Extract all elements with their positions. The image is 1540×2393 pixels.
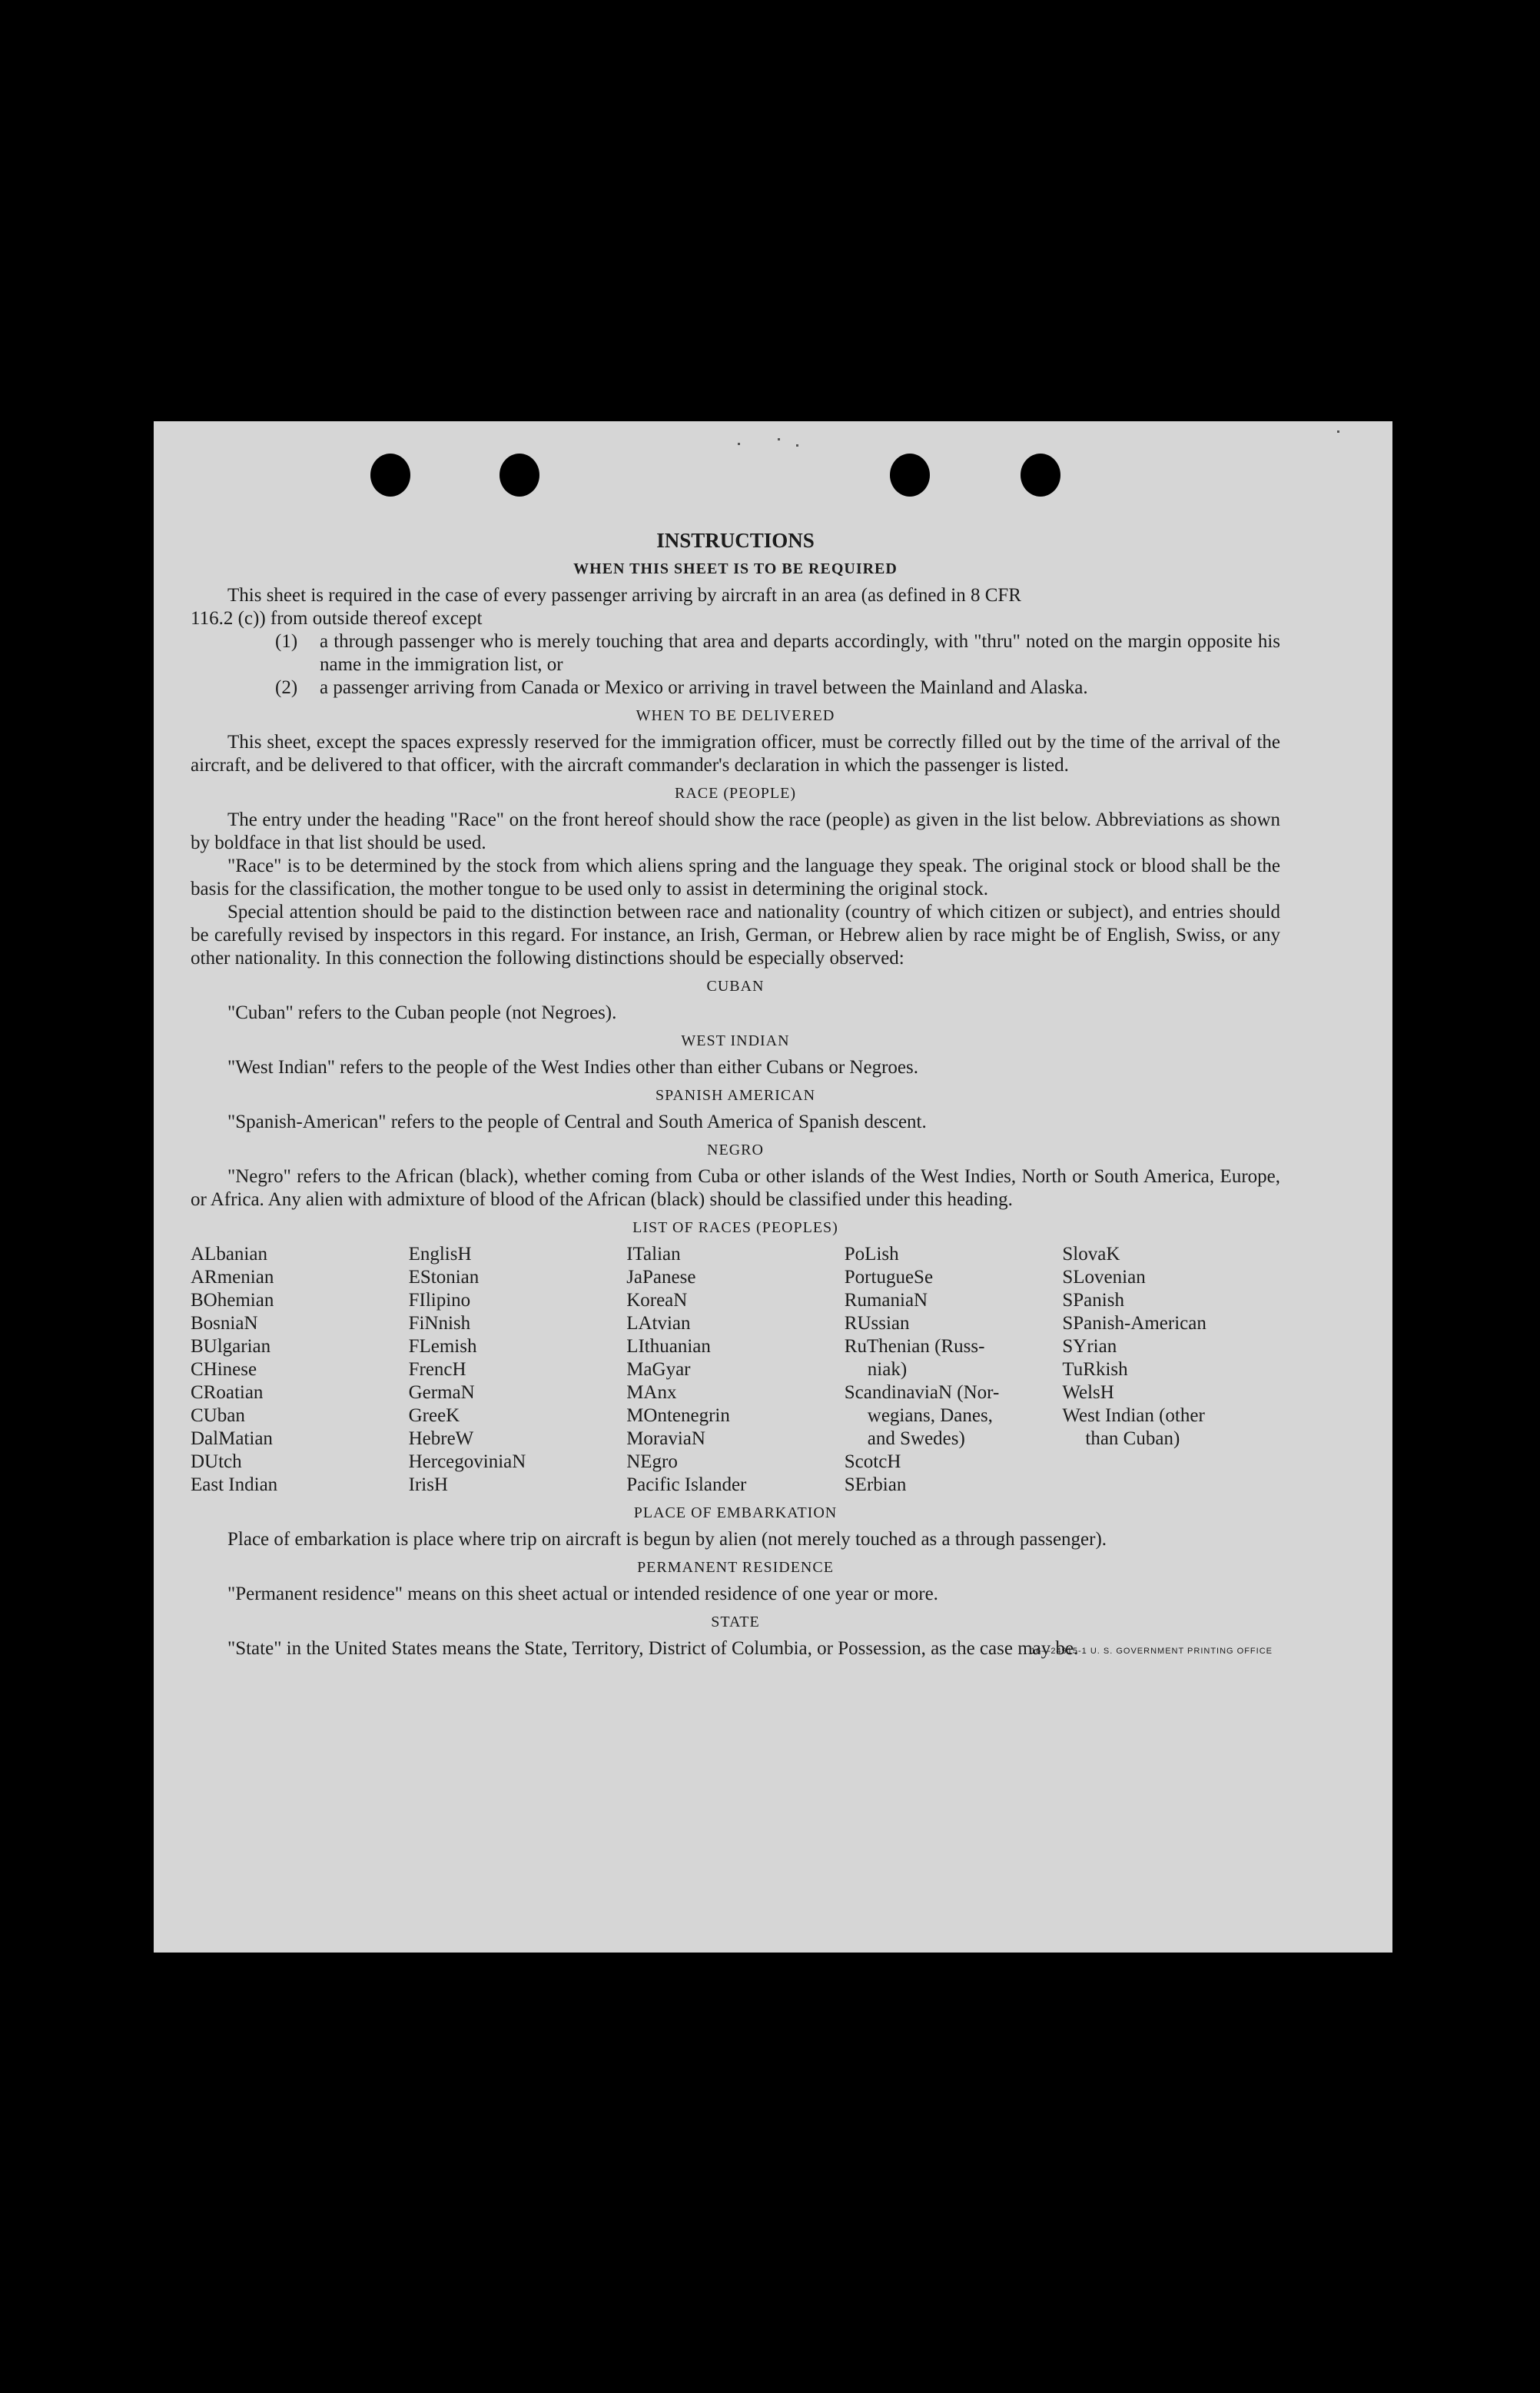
race-entry: SLovenian xyxy=(1062,1267,1146,1288)
race-entry: MOntenegrin xyxy=(626,1405,730,1426)
when-required-line-1: This sheet is required in the case of every passenger arriving by aircraft in an area (as defined in 8 CFR xyxy=(227,585,1021,606)
scan-speck xyxy=(778,438,780,440)
race-entry: KoreaN xyxy=(626,1290,688,1311)
race-entry: Pacific Islander xyxy=(626,1474,747,1495)
printing-office-code: 16—24915-1 U. S. GOVERNMENT PRINTING OFFICE xyxy=(1031,1647,1273,1656)
exception-number: (2) xyxy=(275,677,298,698)
punch-hole xyxy=(1021,454,1060,497)
section-heading-list-of-races: LIST OF RACES (PEOPLES) xyxy=(632,1219,838,1236)
race-entry: ITalian xyxy=(626,1244,681,1265)
race-entry: RumaniaN xyxy=(844,1290,928,1311)
race-entry: DUtch xyxy=(191,1451,242,1472)
section-heading-negro: NEGRO xyxy=(707,1142,764,1158)
race-entry: BUlgarian xyxy=(191,1336,271,1357)
race-column xyxy=(845,1243,1063,1497)
section-heading-spanish-american: SPANISH AMERICAN xyxy=(655,1087,816,1104)
negro-text: "Negro" refers to the African (black), whether coming from Cuba or other islands of the West Indies, North or South America, Europe, or Africa. Any alien with admixture of blood of the African (black) should be classified under this heading. xyxy=(191,1166,1280,1210)
section-heading-cuban: CUBAN xyxy=(706,978,765,995)
race-entry: ARmenian xyxy=(191,1267,274,1288)
instructions-content xyxy=(191,529,1280,1657)
race-column xyxy=(409,1243,627,1497)
exception-number: (1) xyxy=(275,631,298,652)
race-column xyxy=(626,1243,845,1497)
race-entry: East Indian xyxy=(191,1474,278,1495)
race-entry: MAnx xyxy=(626,1382,677,1403)
race-entry: EnglisH xyxy=(408,1244,472,1265)
race-entry: and Swedes) xyxy=(867,1428,965,1449)
section-heading-race: RACE (PEOPLE) xyxy=(675,785,796,802)
page-title: INSTRUCTIONS xyxy=(656,529,815,552)
race-entry: MoraviaN xyxy=(626,1428,705,1449)
race-entry: HercegoviniaN xyxy=(408,1451,526,1472)
race-entry: DalMatian xyxy=(191,1428,273,1449)
when-delivered-text: This sheet, except the spaces expressly reserved for the immigration officer, must be correctly filled out by the time of the arrival of the aircraft, and be delivered to that officer, with the aircraft commander's declaration in which the passenger is listed. xyxy=(191,732,1280,776)
section-heading-place-of-embarkation: PLACE OF EMBARKATION xyxy=(633,1504,838,1521)
race-entry: SErbian xyxy=(844,1474,907,1495)
race-entry: ScandinaviaN (Nor- xyxy=(844,1382,1000,1403)
race-entry: GermaN xyxy=(408,1382,475,1403)
race-entry: PortugueSe xyxy=(844,1267,934,1288)
punch-hole xyxy=(370,454,410,497)
race-entry: West Indian (other xyxy=(1062,1405,1205,1426)
race-entry: RUssian xyxy=(844,1313,910,1334)
west-indian-text: "West Indian" refers to the people of the West Indies other than either Cubans or Negroes. xyxy=(227,1057,918,1078)
exception-item xyxy=(191,676,1280,700)
race-entry: than Cuban) xyxy=(1085,1428,1180,1449)
place-of-embarkation-text: Place of embarkation is place where trip on aircraft is begun by alien (not merely touched as a through passenger). xyxy=(227,1529,1107,1550)
scan-speck xyxy=(1337,430,1339,433)
race-entry: CHinese xyxy=(191,1359,257,1380)
race-entry: niak) xyxy=(867,1359,908,1380)
exception-text: a passenger arriving from Canada or Mexico or arriving in travel between the Mainland and Alaska. xyxy=(320,677,1088,698)
race-entry: EStonian xyxy=(408,1267,480,1288)
race-entry: JaPanese xyxy=(626,1267,696,1288)
exception-text: a through passenger who is merely touching that area and departs accordingly, with "thru" noted on the margin opposite his name in the immigration list, or xyxy=(320,631,1280,675)
race-entry: LAtvian xyxy=(626,1313,691,1334)
race-entry: FiNnish xyxy=(408,1313,471,1334)
exception-item xyxy=(191,630,1280,676)
race-entry: CUban xyxy=(191,1405,245,1426)
race-entry: SPanish-American xyxy=(1062,1313,1206,1334)
scan-speck xyxy=(738,443,740,445)
race-entry: ScotcH xyxy=(844,1451,901,1472)
section-heading-permanent-residence: PERMANENT RESIDENCE xyxy=(637,1559,834,1576)
race-paragraph-1: The entry under the heading "Race" on the front hereof should show the race (people) as given in the list below. Abbreviations as shown by boldface in that list should be used. xyxy=(191,809,1280,853)
when-required-line-2: 116.2 (c)) from outside thereof except xyxy=(191,608,483,629)
race-entry: LIthuanian xyxy=(626,1336,711,1357)
section-heading-when-required: WHEN THIS SHEET IS TO BE REQUIRED xyxy=(573,560,898,577)
race-column xyxy=(1062,1243,1280,1497)
race-entry: SPanish xyxy=(1062,1290,1124,1311)
cuban-text: "Cuban" refers to the Cuban people (not Negroes). xyxy=(227,1002,617,1023)
permanent-residence-text: "Permanent residence" means on this sheet actual or intended residence of one year or more. xyxy=(227,1584,938,1604)
race-entry: FrencH xyxy=(408,1359,466,1380)
race-entry: TuRkish xyxy=(1062,1359,1128,1380)
race-entry: FIlipino xyxy=(408,1290,471,1311)
state-text: "State" in the United States means the State, Territory, District of Columbia, or Possession, as the case may be. xyxy=(227,1638,1079,1659)
race-entry: WelsH xyxy=(1062,1382,1114,1403)
spanish-american-text: "Spanish-American" refers to the people of Central and South America of Spanish descent. xyxy=(227,1112,927,1132)
race-entry: RuThenian (Russ- xyxy=(844,1336,985,1357)
punch-hole xyxy=(500,454,539,497)
race-entry: wegians, Danes, xyxy=(867,1405,993,1426)
race-column xyxy=(191,1243,409,1497)
race-entry: BOhemian xyxy=(191,1290,274,1311)
punch-hole xyxy=(890,454,930,497)
race-paragraph-2: "Race" is to be determined by the stock from which aliens spring and the language they speak. The original stock or blood shall be the basis for the classification, the mother tongue to be used only to assist in determining the original stock. xyxy=(191,856,1280,899)
race-entry: ALbanian xyxy=(191,1244,267,1265)
section-heading-state: STATE xyxy=(711,1614,760,1630)
race-list xyxy=(191,1243,1280,1497)
race-entry: FLemish xyxy=(408,1336,477,1357)
race-entry: NEgro xyxy=(626,1451,678,1472)
section-heading-west-indian: WEST INDIAN xyxy=(681,1032,790,1049)
race-entry: SYrian xyxy=(1062,1336,1117,1357)
race-entry: BosniaN xyxy=(191,1313,258,1334)
race-entry: GreeK xyxy=(408,1405,460,1426)
race-entry: PoLish xyxy=(844,1244,899,1265)
race-entry: HebreW xyxy=(408,1428,474,1449)
race-entry: CRoatian xyxy=(191,1382,264,1403)
race-entry: IrisH xyxy=(408,1474,448,1495)
scan-speck xyxy=(796,444,798,447)
document-page xyxy=(154,421,1392,1953)
section-heading-when-delivered: WHEN TO BE DELIVERED xyxy=(636,707,835,724)
race-paragraph-3: Special attention should be paid to the distinction between race and nationality (country of which citizen or subject), and entries should be carefully revised by inspectors in this regard. For instance, an Irish, German, or Hebrew alien by race might be of English, Swiss, or any other nationality. In this connection the following distinctions should be especially observed: xyxy=(191,902,1280,969)
race-entry: SlovaK xyxy=(1062,1244,1120,1265)
race-entry: MaGyar xyxy=(626,1359,691,1380)
